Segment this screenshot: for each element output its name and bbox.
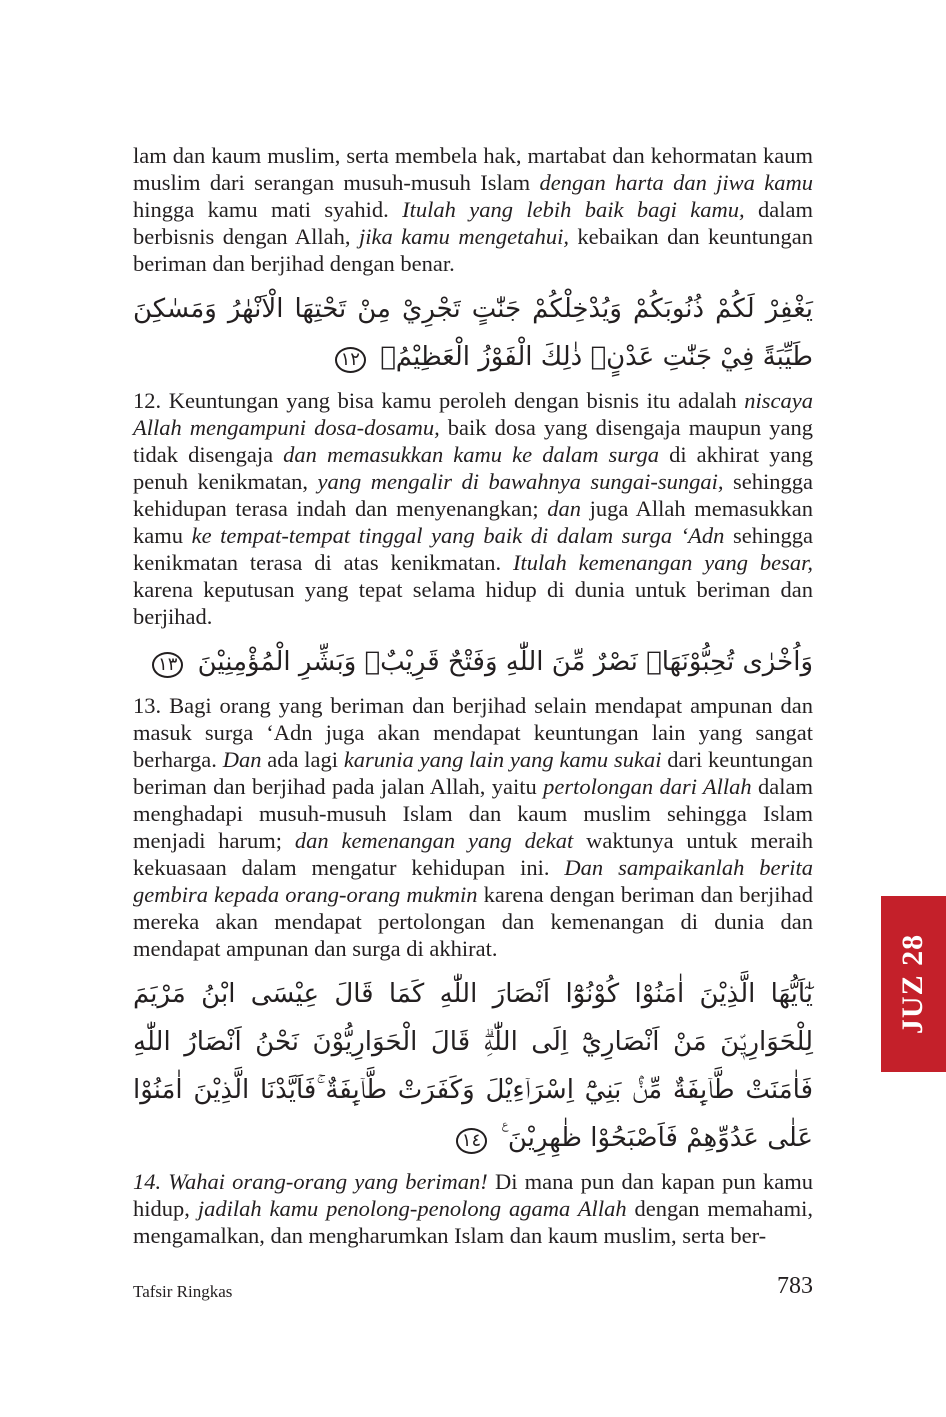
italic-run: Itulah yang lebih baik bagi kamu, [402,197,745,222]
italic-run: jika kamu mengetahui, [358,224,569,249]
text-run: 12. Keuntungan yang bisa kamu peroleh dengan bisnis itu adalah [133,388,745,413]
arabic-verse-13 [133,638,813,686]
text-run: kebaikan dan keuntungan beriman dan berjihad dengan benar. [133,224,814,276]
italic-run: Dan sampaikanlah berita gembira kepada orang-orang mukmin [133,855,814,907]
text-run: sehingga kehidupan terasa indah dan menyenangkan; [133,469,814,521]
italic-run: Itulah kemenangan yang besar, [512,550,813,575]
text-run: sehingga kenikmatan terasa di atas kenikmatan. [133,523,813,575]
italic-run: dengan harta dan jiwa kamu [539,170,813,195]
page-number: 783 [777,1273,813,1299]
text-run: baik dosa yang disengaja maupun yang tidak disengaja [133,415,813,467]
italic-run: dan kemenangan yang dekat [294,828,574,853]
text-run: karena keputusan yang tepat selama hidup di dunia untuk beriman dan berjihad. [133,577,813,629]
text-run: dalam berbisnis dengan Allah, [133,197,813,249]
text-run: waktunya untuk meraih kekuasaan dalam mengatur kehidupan ini. [133,828,813,880]
text-run: dengan memahami, mengamalkan, dan mengharumkan Islam dan kaum muslim, serta ber- [133,1196,813,1248]
juz-label: JUZ 28 [896,933,930,1035]
text-run: dari keuntungan beriman dan berjihad pada jalan Allah, yaitu [133,747,814,799]
italic-run: pertolongan dari Allah [543,774,752,799]
arabic-verse-14 [133,970,813,1162]
paragraph-intro [133,142,813,277]
text-run: Di mana pun dan kapan pun kamu hidup, [133,1169,814,1221]
paragraph-13 [133,692,813,962]
paragraph-12 [133,387,813,630]
page-content [133,142,813,1249]
italic-run: yang mengalir di bawahnya sungai-sungai, [317,469,724,494]
text-run: juga Allah memasukkan kamu [133,496,814,548]
italic-run: jadilah kamu penolong-penolong agama Allah [197,1196,627,1221]
text-run: hingga kamu mati syahid. [133,197,403,222]
ayah-number-badge: ١٢ [335,347,366,373]
verse-text: يٰٓاَيُّهَا الَّذِيْنَ اٰمَنُوْا كُوْنُوْٓا اَنْصَارَ اللّٰهِ كَمَا قَالَ عِيْسَى ابْنُ مَرْيَمَ لِلْحَوَارِيّٖنَ مَنْ اَنْصَارِيْٓ اِلَى اللّٰهِۗ قَالَ الْحَوَارِيُّوْنَ نَحْنُ اَنْصَارُ اللّٰهِ فَاٰمَنَتْ طَّاۤىِٕفَةٌ مِّنْۢ بَنِيْٓ اِسْرَاۤءِيْلَ وَكَفَرَتْ طَّاۤىِٕفَةٌ ۚفَاَيَّدْنَا الَّذِيْنَ اٰمَنُوْا عَلٰى عَدُوِّهِمْ فَاَصْبَحُوْا ظٰهِرِيْنَ ࣖ [133,979,813,1153]
italic-run: Dan [222,747,262,772]
italic-run: 14. Wahai orang-orang yang beriman! [133,1169,488,1194]
paragraph-14 [133,1168,813,1249]
verse-text: وَاُخْرٰى تُحِبُّوْنَهَاۗ نَصْرٌ مِّنَ اللّٰهِ وَفَتْحٌ قَرِيْبٌۗ وَبَشِّرِ الْمُؤْمِنِيْنَ [197,647,813,677]
text-run: di akhirat yang penuh kenikmatan, [133,442,813,494]
arabic-verse-12 [133,285,813,381]
italic-run: dan memasukkan kamu ke dalam surga [283,442,659,467]
italic-run: dan [547,496,581,521]
text-run: 13. Bagi orang yang beriman dan berjihad selain mendapat ampunan dan masuk surga ‘Adn juga akan mendapat keuntungan lain yang sangat berharga. [133,693,813,772]
text-run: dalam menghadapi musuh-musuh Islam dan kaum muslim sehingga Islam menjadi harum; [133,774,814,853]
ayah-number-badge: ١٣ [152,652,183,678]
italic-run: karunia yang lain yang kamu sukai [343,747,662,772]
text-run: ada lagi [261,747,344,772]
juz-tab [881,896,946,1072]
ayah-number-badge: ١٤ [456,1128,487,1154]
italic-run: ke tempat-tempat tinggal yang baik di dalam surga ‘Adn [191,523,725,548]
verse-text: يَغْفِرْ لَكُمْ ذُنُوبَكُمْ وَيُدْخِلْكُمْ جَنّٰتٍ تَجْرِيْ مِنْ تَحْتِهَا الْاَنْهٰرُ وَمَسٰكِنَ طَيِّبَةً فِيْ جَنّٰتِ عَدْنٍۗ ذٰلِكَ الْفَوْزُ الْعَظِيْمُۙ [133,294,813,372]
italic-run: niscaya Allah mengampuni dosa-dosamu, [133,388,813,440]
book-title: Tafsir Ringkas [133,1282,233,1301]
text-run: lam dan kaum muslim, serta membela hak, martabat dan kehormatan kaum muslim dari serangan musuh-musuh Islam [133,143,813,195]
text-run: karena dengan beriman dan berjihad mereka akan mendapat pertolongan dan kemenangan di dunia dan mendapat ampunan dan surga di akhirat. [133,882,813,961]
